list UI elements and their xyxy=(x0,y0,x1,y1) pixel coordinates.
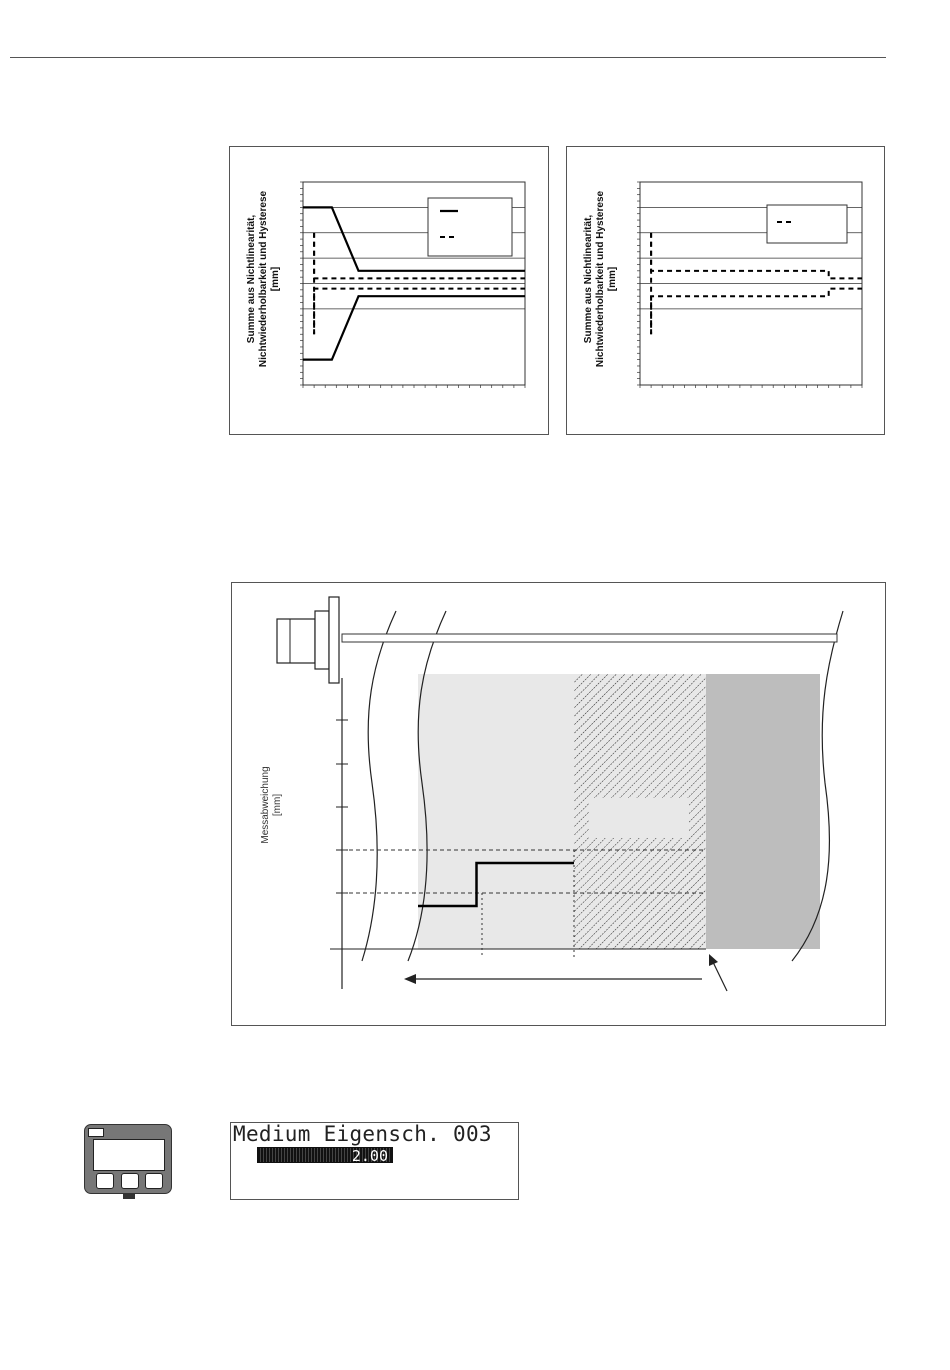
chart-2-svg xyxy=(567,147,886,436)
lcd-display xyxy=(230,1122,519,1200)
device-screen xyxy=(93,1139,165,1171)
probe-flange xyxy=(315,611,329,669)
break-line-1 xyxy=(362,611,396,961)
chart-1-svg xyxy=(230,147,550,436)
accuracy-diagram-panel xyxy=(231,582,886,1026)
diagram-svg xyxy=(232,583,887,1027)
probe-flange-icon xyxy=(329,597,339,683)
chart-2-panel xyxy=(566,146,885,435)
header-rule xyxy=(10,57,886,58)
zone-light xyxy=(418,674,574,949)
chart-2-ylabel: Summe aus Nichtlinearität, Nichtwiederholbarkeit und Hysterese [mm] xyxy=(583,190,618,368)
rod xyxy=(342,634,837,642)
chart-1-panel xyxy=(229,146,549,435)
series-0-y_lower xyxy=(651,289,862,335)
diagram-ylabel: Messabweichung [mm] xyxy=(260,766,283,844)
probe-head xyxy=(277,619,315,663)
logo-icon xyxy=(88,1128,104,1137)
series-0-y_lower xyxy=(303,296,525,359)
pointer-arrow xyxy=(712,960,727,991)
legend-box xyxy=(767,205,847,243)
chart-1-ylabel: Summe aus Nichtlinearität, Nichtwiederholbarkeit und Hysterese [mm] xyxy=(246,190,281,368)
lcd-title: Medium Eigensch. 003 xyxy=(233,1122,492,1146)
arrow-icon xyxy=(404,974,416,984)
zone-label-blank xyxy=(589,798,689,838)
device-button-enter xyxy=(145,1173,163,1189)
lcd-value[interactable]: 2.00 xyxy=(257,1147,393,1163)
legend-box xyxy=(428,198,512,256)
device-connector xyxy=(123,1193,135,1199)
zone-dark xyxy=(706,674,820,949)
device-button-plus xyxy=(121,1173,139,1189)
device-button-minus xyxy=(96,1173,114,1189)
display-module-icon xyxy=(84,1124,172,1194)
